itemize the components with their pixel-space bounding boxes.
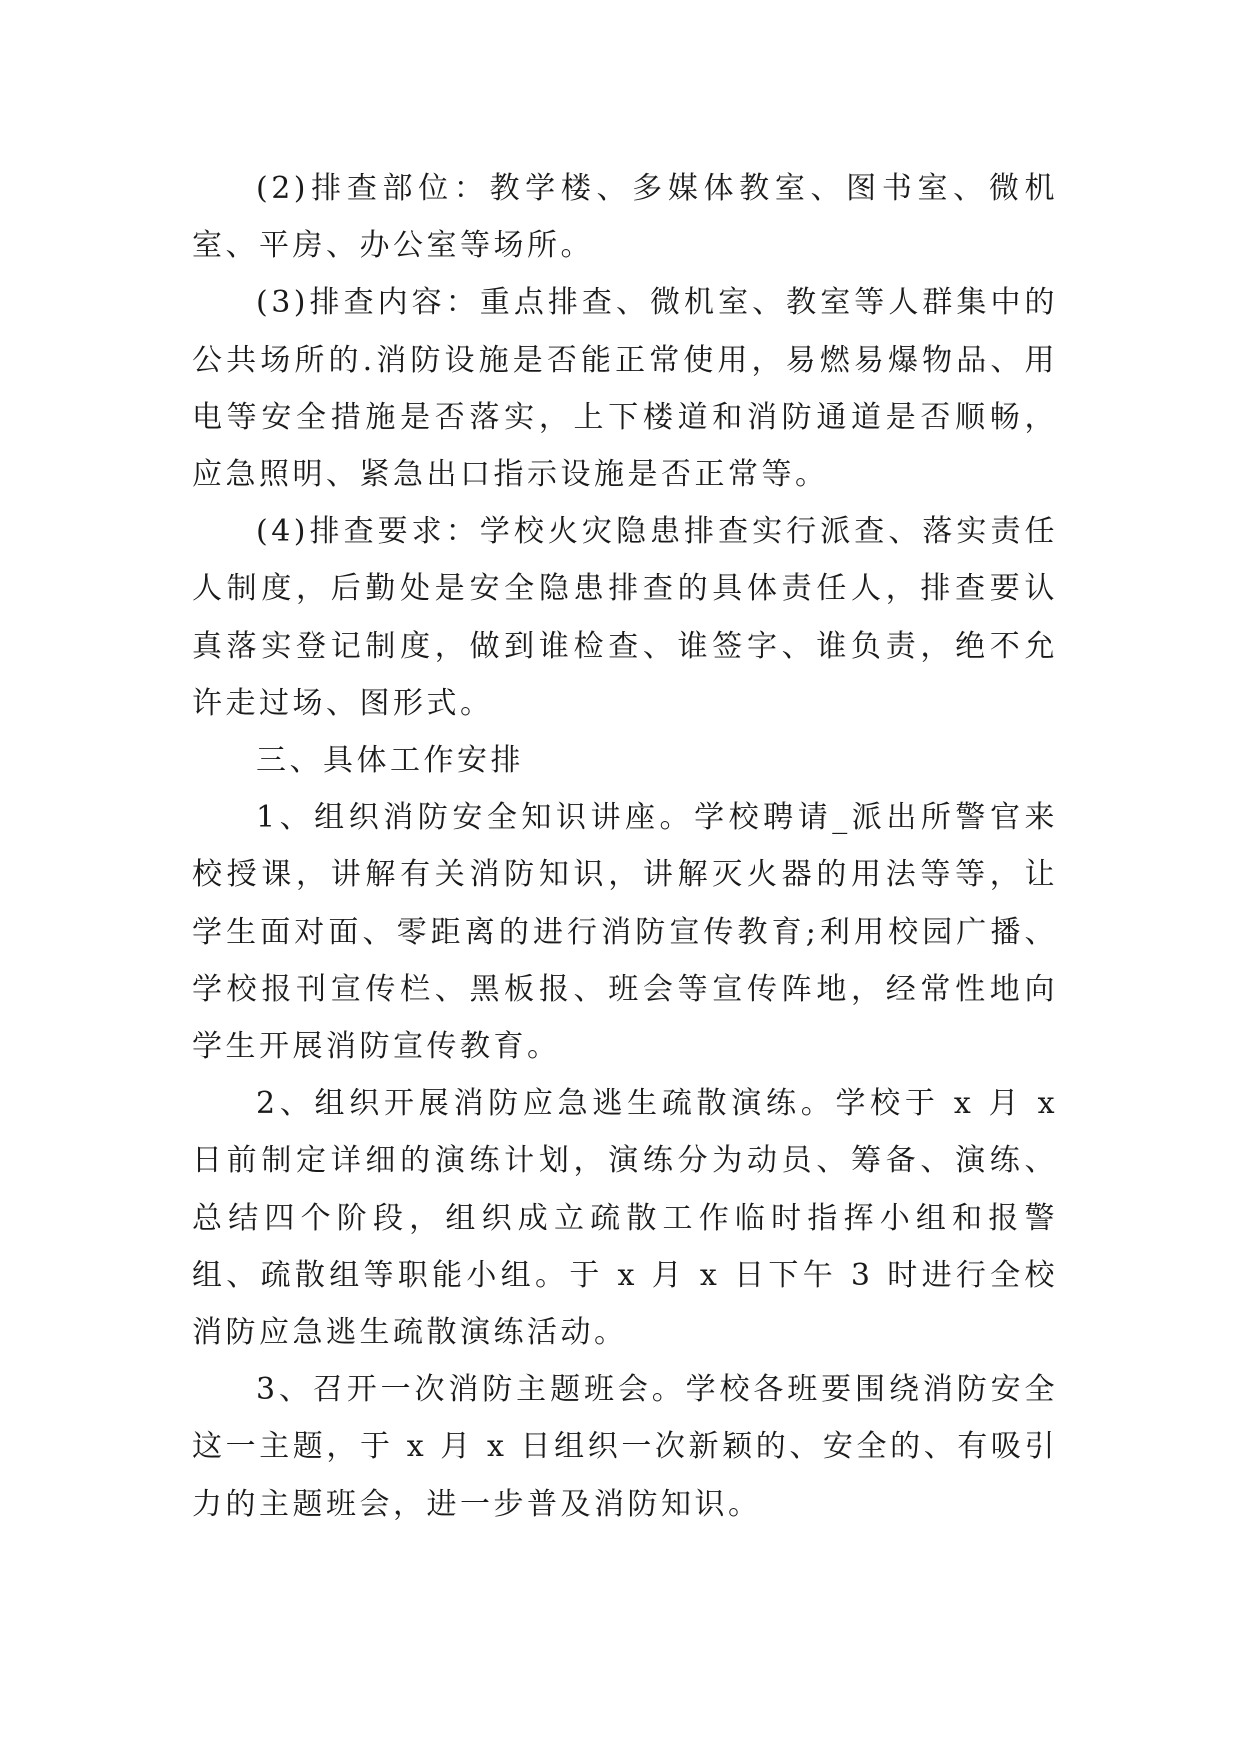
paragraph-inspection-requirements: (4)排查要求：学校火灾隐患排查实行派查、落实责任人制度，后勤处是安全隐患排查的具体责任人，排查要认真落实登记制度，做到谁检查、谁签字、谁负责，绝不允许走过场、图形式。 bbox=[192, 514, 1058, 721]
paragraph-inspection-content: (3)排查内容：重点排查、微机室、教室等人群集中的公共场所的.消防设施是否能正常使用，易燃易爆物品、用电等安全措施是否落实，上下楼道和消防通道是否顺畅，应急照明、紧急出口指示设施是否正常等。 bbox=[192, 285, 1058, 493]
section-heading-work-arrangement: 三、具体工作安排 bbox=[256, 743, 524, 779]
paragraph-evacuation-drill: 2、组织开展消防应急逃生疏散演练。学校于 x 月 x 日前制定详细的演练计划，演练分为动员、筹备、演练、总结四个阶段，组织成立疏散工作临时指挥小组和报警组、疏散组等职能小组。于 x 月 x 日下午 3 时进行全校消防应急逃生疏散演练活动。 bbox=[192, 1086, 1058, 1351]
paragraph-fire-safety-lecture: 1、组织消防安全知识讲座。学校聘请_派出所警官来校授课，讲解有关消防知识，讲解灭火器的用法等等，让学生面对面、零距离的进行消防宣传教育;利用校园广播、学校报刊宣传栏、黑板报、班会等宣传阵地，经常性地向学生开展消防宣传教育。 bbox=[192, 800, 1058, 1065]
paragraph-inspection-locations: (2)排查部位：教学楼、多媒体教室、图书室、微机室、平房、办公室等场所。 bbox=[192, 171, 1058, 264]
document-body bbox=[192, 160, 1058, 1533]
paragraph-class-meeting: 3、召开一次消防主题班会。学校各班要围绕消防安全这一主题，于 x 月 x 日组织一次新颖的、安全的、有吸引力的主题班会，进一步普及消防知识。 bbox=[192, 1372, 1058, 1522]
